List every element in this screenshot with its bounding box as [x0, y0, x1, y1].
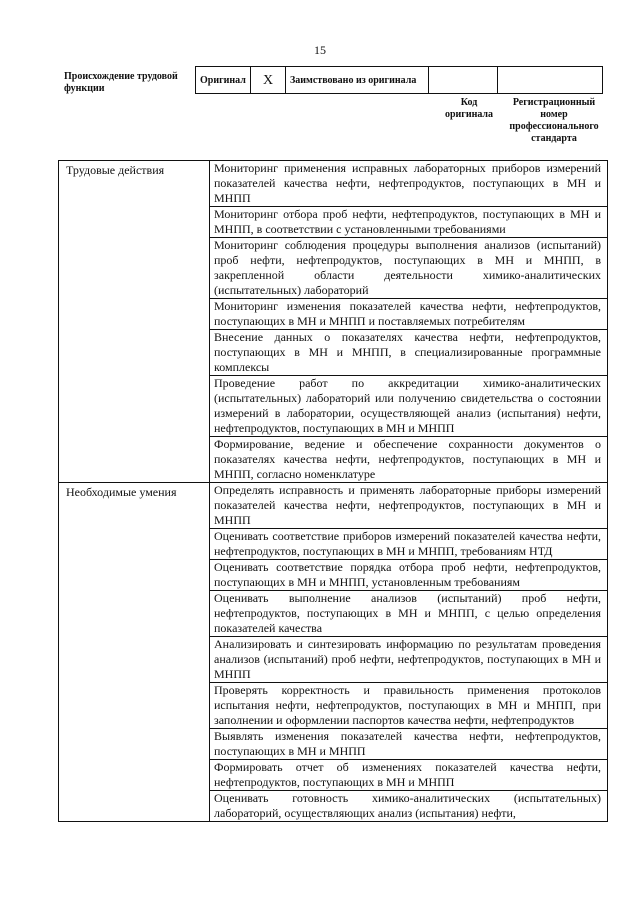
- borrowed-cell: Заимствовано из оригинала: [286, 67, 429, 94]
- table-cell: Мониторинг соблюдения процедуры выполнения анализов (испытаний) проб нефти, нефтепродуктов, поступающих в МН и МНПП, в закрепленной области деятельности химико-аналитических (испытательных) лабораторий: [210, 238, 608, 299]
- table-cell: Проверять корректность и правильность применения протоколов испытания нефти, нефтепродуктов, поступающих в МН и МНПП, при заполнении и оформлении паспортов качества нефти, нефтепродуктов: [210, 683, 608, 729]
- table-cell: Оценивать выполнение анализов (испытаний) проб нефти, нефтепродуктов, поступающих в МН и МНПП, с целью определения показателей качества: [210, 591, 608, 637]
- original-cell: Оригинал: [196, 67, 251, 94]
- section-title: Трудовые действия: [59, 161, 210, 483]
- functions-table: [58, 160, 608, 822]
- reg-number-label: Регистрационный номер профессионального стандарта: [509, 97, 599, 144]
- code-label: Код оригинала: [444, 97, 494, 120]
- reg-number-cell: [498, 67, 603, 94]
- page-number: 15: [314, 43, 326, 57]
- table-cell: Оценивать соответствие порядка отбора проб нефти, нефтепродуктов, поступающих в МН и МНПП, установленным требованиям: [210, 560, 608, 591]
- table-cell: Внесение данных о показателях качества нефти, нефтепродуктов, поступающих в МН и МНПП, в специализированные программные комплексы: [210, 330, 608, 376]
- table-row: [59, 483, 608, 529]
- code-cell: [429, 67, 498, 94]
- table-row: [59, 161, 608, 207]
- table-cell: Оценивать готовность химико-аналитических (испытательных) лабораторий, осуществляющих анализ (испытания) нефти,: [210, 791, 608, 822]
- table-cell: Формировать отчет об изменениях показателей качества нефти, нефтепродуктов, поступающих в МН и МНПП: [210, 760, 608, 791]
- table-cell: Проведение работ по аккредитации химико-аналитических (испытательных) лабораторий или получению свидетельства о состоянии измерений в лаборатории, осуществляющей анализ (испытания) нефти, нефтепродуктов, поступающих в МН и МНПП: [210, 376, 608, 437]
- origin-table: [195, 66, 603, 94]
- table-cell: Оценивать соответствие приборов измерений показателей качества нефти, нефтепродуктов, поступающих в МН и МНПП, требованиям НТД: [210, 529, 608, 560]
- origin-label: Происхождение трудовой функции: [64, 71, 178, 94]
- table-cell: Анализировать и синтезировать информацию по результатам проведения анализов (испытаний) проб нефти, нефтепродуктов, поступающих в МН и МНПП: [210, 637, 608, 683]
- table-cell: Определять исправность и применять лабораторные приборы измерений показателей качества нефти, нефтепродуктов, поступающих в МН и МНПП: [210, 483, 608, 529]
- table-cell: Мониторинг изменения показателей качества нефти, нефтепродуктов, поступающих в МН и МНПП и поставляемых потребителям: [210, 299, 608, 330]
- table-cell: Формирование, ведение и обеспечение сохранности документов о показателях качества нефти, нефтепродуктов, поступающих в МН и МНПП, согласно номенклатуре: [210, 437, 608, 483]
- table-cell: Выявлять изменения показателей качества нефти, нефтепродуктов, поступающих в МН и МНПП: [210, 729, 608, 760]
- table-cell: Мониторинг применения исправных лабораторных приборов измерений показателей качества нефти, нефтепродуктов, поступающих в МН и МНПП: [210, 161, 608, 207]
- table-cell: Мониторинг отбора проб нефти, нефтепродуктов, поступающих в МН и МНПП, в соответствии с установленными требованиями: [210, 207, 608, 238]
- original-mark: X: [251, 67, 286, 94]
- section-title: Необходимые умения: [59, 483, 210, 822]
